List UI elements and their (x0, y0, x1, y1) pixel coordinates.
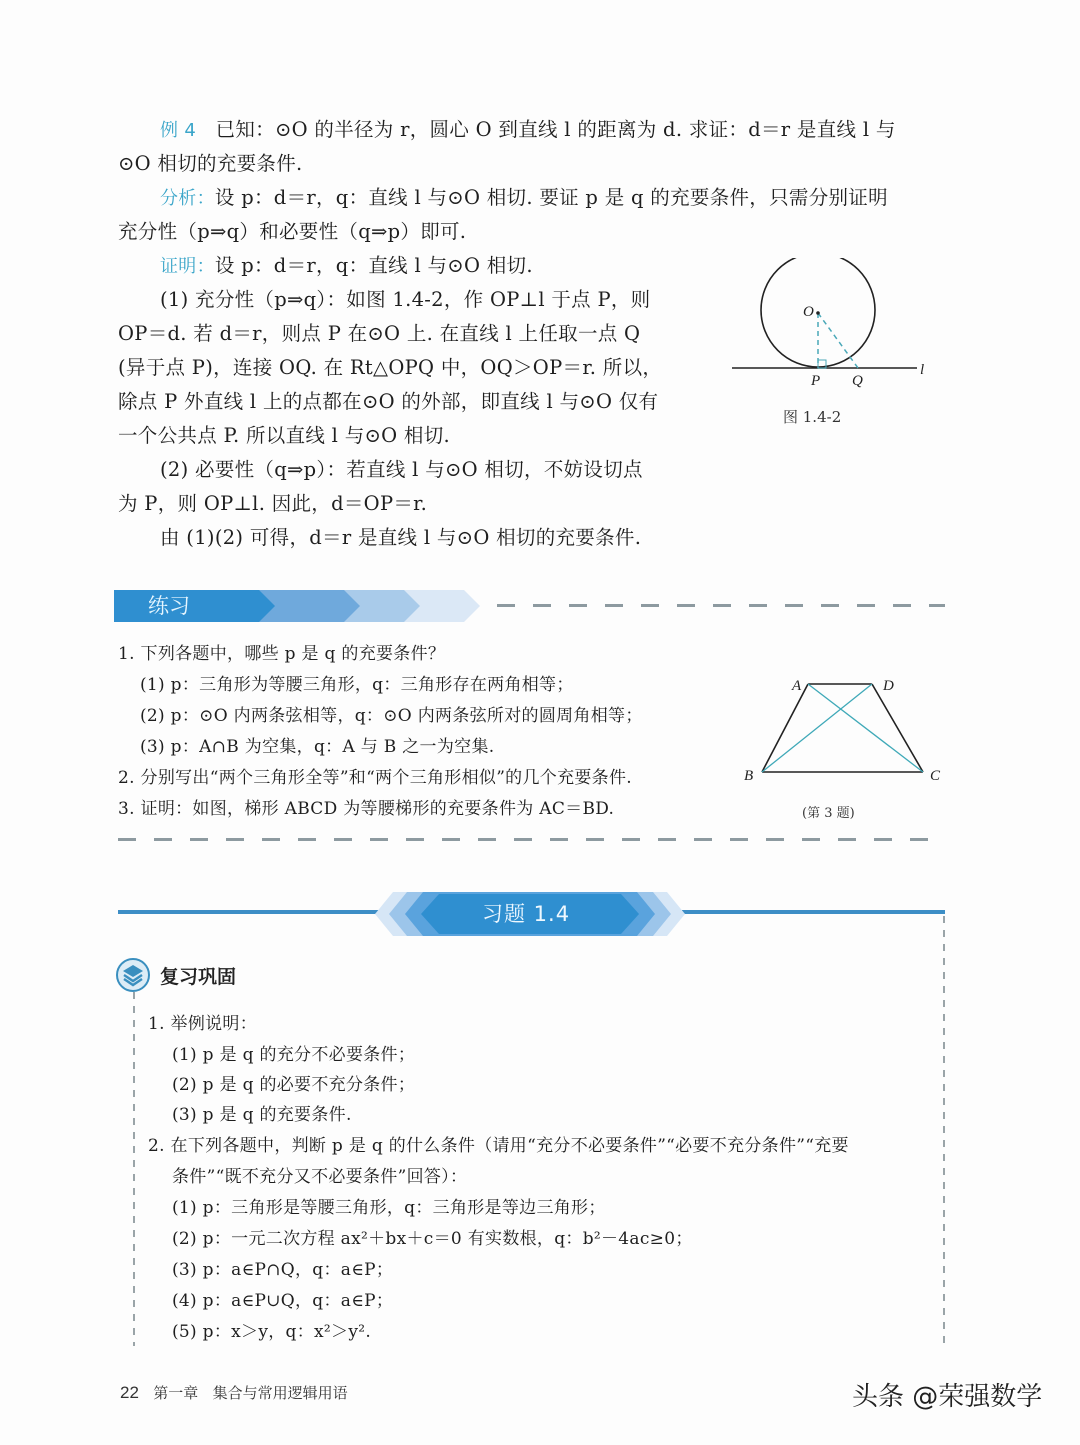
example-statement: 已知：⊙O 的半径为 r，圆心 O 到直线 l 的距离为 d. 求证：d＝r 是直线 l 与 (215, 118, 896, 141)
trapezoid-figure (740, 672, 945, 787)
exercise-title: 习题 1.4 (482, 902, 571, 926)
exercise-item: (2) p：一元二次方程 ax²＋bx＋c＝0 有实数根，q：b²－4ac≥0； (172, 1229, 693, 1249)
svg-text:B: B (744, 768, 754, 784)
exercise-item: (3) p：a∈P∩Q，q：a∈P； (172, 1260, 394, 1280)
proof-line: 为 P，则 OP⊥l. 因此，d＝OP＝r. (118, 492, 428, 515)
practice-divider-bottom (118, 838, 945, 841)
analysis-label: 分析： (160, 188, 215, 209)
analysis-text: 设 p：d＝r，q：直线 l 与⊙O 相切. 要证 p 是 q 的充要条件，只需分别证明 (214, 186, 888, 209)
proof-line: 一个公共点 P. 所以直线 l 与⊙O 相切. (118, 424, 451, 447)
exercise-item: 2. 在下列各题中，判断 p 是 q 的什么条件（请用“充分不必要条件”“必要不充分条件”“充要 (148, 1136, 849, 1156)
chapter-title: 集合与常用逻辑用语 (212, 1384, 348, 1402)
example-label: 例 4 (160, 120, 197, 141)
page-footer (120, 1382, 348, 1403)
svg-text:D: D (883, 678, 894, 694)
practice-item: 2. 分别写出“两个三角形全等”和“两个三角形相似”的几个充要条件. (118, 768, 632, 788)
svg-text:C: C (930, 768, 941, 784)
practice-item: (1) p：三角形为等腰三角形，q：三角形存在两角相等； (140, 675, 574, 695)
exercise-item: (4) p：a∈P∪Q，q：a∈P； (172, 1291, 394, 1311)
exercise-rule-left (118, 910, 383, 914)
exercise-item: (3) p 是 q 的充要条件. (172, 1105, 352, 1125)
review-heading: 复习巩固 (160, 966, 237, 988)
exercise-item: (5) p：x＞y，q：x²＞y². (172, 1322, 372, 1342)
example-4-line-2: ⊙O 相切的充要条件. (118, 152, 303, 175)
proof-line-1 (160, 249, 533, 284)
proof-label: 证明： (160, 256, 215, 277)
figure-caption: (第 3 题) (802, 806, 855, 821)
svg-text:l: l (920, 362, 925, 378)
practice-item: 3. 证明：如图，梯形 ABCD 为等腰梯形的充要条件为 AC＝BD. (118, 799, 615, 819)
proof-line: (1) 充分性（p⇒q）：如图 1.4-2，作 OP⊥l 于点 P，则 (160, 288, 651, 311)
proof-conclusion: 由 (1)(2) 可得，d＝r 是直线 l 与⊙O 相切的充要条件. (160, 526, 642, 549)
exercise-item: 1. 举例说明： (148, 1014, 258, 1034)
practice-item: (2) p：⊙O 内两条弦相等，q：⊙O 内两条弦所对的圆周角相等； (140, 706, 643, 726)
svg-text:A: A (792, 678, 802, 694)
proof-line: (2) 必要性（q⇒p）：若直线 l 与⊙O 相切，不妨设切点 (160, 458, 643, 481)
exercise-frame-left (133, 992, 135, 1346)
figure-caption: 图 1.4-2 (783, 408, 842, 426)
exercise-item: (2) p 是 q 的必要不充分条件； (172, 1075, 416, 1095)
proof-line: (异于点 P)，连接 OQ. 在 Rt△OPQ 中，OQ＞OP＝r. 所以， (118, 356, 663, 379)
analysis-line-1 (160, 181, 888, 216)
exercise-frame-right (943, 916, 945, 1346)
page-number: 22 (120, 1383, 139, 1402)
analysis-line-2: 充分性（p⇒q）和必要性（q⇒p）即可. (118, 220, 467, 243)
exercise-item: 条件”“既不充分又不必要条件”回答）： (172, 1167, 468, 1187)
circle-tangent-figure (725, 258, 945, 388)
watermark: 头条 @荣强数学 (852, 1382, 1043, 1412)
proof-line: 除点 P 外直线 l 上的点都在⊙O 的外部，即直线 l 与⊙O 仅有 (118, 390, 659, 413)
example-4-line-1 (160, 113, 896, 148)
practice-divider-top (497, 604, 945, 607)
exercise-item: (1) p 是 q 的充分不必要条件； (172, 1045, 416, 1065)
practice-item: (3) p：A∩B 为空集，q：A 与 B 之一为空集. (140, 737, 495, 757)
svg-text:P: P (811, 373, 821, 388)
svg-text:Q: Q (852, 373, 863, 388)
proof-line: OP＝d. 若 d＝r，则点 P 在⊙O 上. 在直线 l 上任取一点 Q (118, 322, 641, 345)
practice-title: 练习 (148, 594, 190, 618)
practice-item: 1. 下列各题中，哪些 p 是 q 的充要条件？ (118, 644, 446, 664)
chapter-label: 第一章 (153, 1384, 199, 1402)
svg-text:O: O (803, 304, 814, 320)
proof-text: 设 p：d＝r，q：直线 l 与⊙O 相切. (214, 254, 533, 277)
layers-icon (116, 958, 150, 992)
exercise-rule-right (682, 910, 945, 914)
exercise-item: (1) p：三角形是等腰三角形，q：三角形是等边三角形； (172, 1198, 606, 1218)
